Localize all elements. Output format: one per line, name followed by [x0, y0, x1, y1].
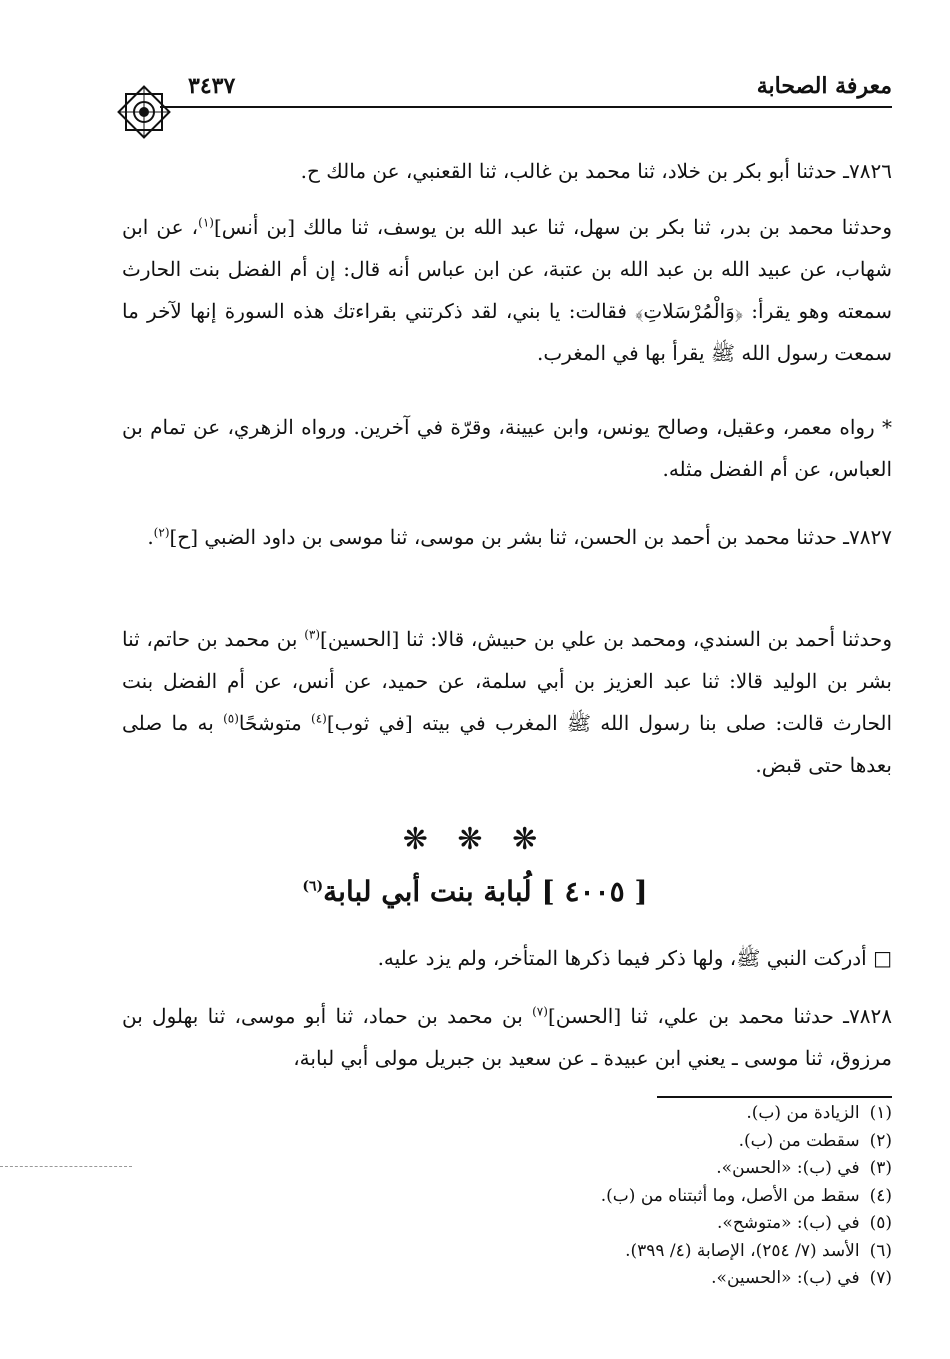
footnote-ref[interactable]: (٥)	[223, 711, 239, 726]
paragraph-text: بن محمد بن حماد، ثنا أبو موسى، ثنا بهلول بن مرزوق، ثنا موسى ـ يعني ابن عبيدة ـ عن سعيد بن جبريل مولى أبي لبابة،	[122, 1004, 892, 1070]
footnote-number: (٧)	[869, 1268, 892, 1288]
footnote-number: (٦)	[869, 1240, 892, 1261]
header-rule	[160, 106, 892, 108]
biography-note	[122, 937, 892, 979]
paragraph-text: بن محمد بن حاتم، ثنا بشر بن الوليد قالا: ثنا عبد العزيز بن أبي سلمة، عن حميد، عن أنس، عن أم الفضل بنت الحارث قالت: صلى بنا رسول الله ﷺ المغرب في بيته [في ثوب]	[122, 627, 893, 735]
paragraph-text: □ أدركت النبي ﷺ، ولها ذكر فيما ذكرها المتأخر، ولم يزد عليه.	[377, 946, 892, 970]
footnote-ref[interactable]: (٢)	[153, 525, 170, 540]
narration-note	[122, 406, 892, 490]
paragraph-text: متوشحًا	[238, 711, 312, 735]
hadith-7826	[122, 150, 892, 192]
footnote-text: الزيادة من (ب).	[746, 1103, 860, 1123]
ornament-icon	[112, 80, 176, 144]
footnote-ref[interactable]: (٧)	[532, 1004, 548, 1019]
footnote-rule	[657, 1096, 892, 1098]
paragraph-text: * رواه معمر، وعقيل، وصالح يونس، وابن عيينة، وقرّة في آخرين. ورواه الزهري، عن تمام بن العباس، عن أم الفضل مثله.	[122, 415, 892, 481]
footnote	[300, 1265, 892, 1293]
running-title: معرفة الصحابة	[756, 73, 892, 99]
footnote-text: في (ب): «متوشح».	[717, 1213, 860, 1233]
paragraph-text: به ما صلى بعدها حتى قبض.	[122, 711, 892, 777]
footnote-ref[interactable]: (٦)	[302, 878, 324, 895]
footnote-number: (١)	[869, 1103, 892, 1123]
margin-mark	[0, 1166, 132, 1167]
footnote-text: سقط من الأصل، وما أثبتناه من (ب).	[600, 1185, 860, 1206]
footnotes	[300, 1100, 892, 1293]
hadith-7827	[122, 516, 892, 558]
paragraph-text: .	[147, 525, 154, 549]
paragraph-text: ، عن ابن شهاب، عن عبيد الله بن عبد الله بن عتبة، عن ابن عباس أنه قال: إن أم الفضل بنت الحارث سمعته وهو يقرأ: ﴿وَالْمُرْسَلاتِ﴾ فقالت: يا بني، لقد ذكرتني بقراءتك هذه السورة إنها لآخر ما سمعت رسول الله ﷺ يقرأ بها في المغرب.	[122, 215, 892, 365]
footnote	[300, 1155, 892, 1183]
paragraph-text: وحدثنا أحمد بن السندي، ومحمد بن علي بن حبيش، قالا: ثنا [الحسين]	[320, 627, 892, 651]
footnote-number: (٢)	[869, 1130, 892, 1151]
footnote	[300, 1238, 892, 1266]
footnote-ref[interactable]: (٤)	[311, 711, 327, 726]
footnote-text: الأسد (٧/ ٢٥٤)، الإصابة (٤/ ٣٩٩).	[625, 1240, 860, 1261]
footnote-number: (٥)	[869, 1213, 892, 1233]
hadith-7828	[122, 995, 892, 1079]
paragraph-text: ٧٨٢٦ـ حدثنا أبو بكر بن خلاد، ثنا محمد بن غالب، ثنا القعنبي، عن مالك ح.	[300, 159, 892, 183]
paragraph-text: ٧٨٢٨ـ حدثنا محمد بن علي، ثنا [الحسن]	[547, 1004, 892, 1028]
page-number: ٣٤٣٧	[188, 73, 236, 99]
section-heading	[0, 875, 950, 908]
footnote-ref[interactable]: (٣)	[304, 627, 321, 642]
footnote-text: سقطت من (ب).	[738, 1130, 860, 1151]
footnote-number: (٤)	[869, 1185, 892, 1206]
footnote-text: في (ب): «الحسين».	[711, 1268, 860, 1288]
footnote	[300, 1100, 892, 1128]
footnote-text: في (ب): «الحسن».	[716, 1158, 860, 1178]
footnote	[300, 1210, 892, 1238]
chain-paragraph	[122, 206, 892, 374]
footnote	[300, 1128, 892, 1156]
footnote-number: (٣)	[869, 1158, 892, 1178]
footnote-ref[interactable]: (١)	[198, 215, 214, 230]
separator-stars: ❋ ❋ ❋	[402, 822, 548, 857]
chain-paragraph-2	[122, 618, 892, 786]
paragraph-text: وحدثنا محمد بن بدر، ثنا بكر بن سهل، ثنا عبد الله بن يوسف، ثنا مالك [بن أنس]	[213, 215, 892, 239]
section-number: [ ٤٠٠٥ ]	[541, 875, 648, 908]
section-title: لُبابة بنت أبي لبابة	[323, 875, 532, 908]
paragraph-text: ٧٨٢٧ـ حدثنا محمد بن أحمد بن الحسن، ثنا بشر بن موسى، ثنا موسى بن داود الضبي [ح]	[169, 525, 892, 549]
footnote	[300, 1183, 892, 1211]
